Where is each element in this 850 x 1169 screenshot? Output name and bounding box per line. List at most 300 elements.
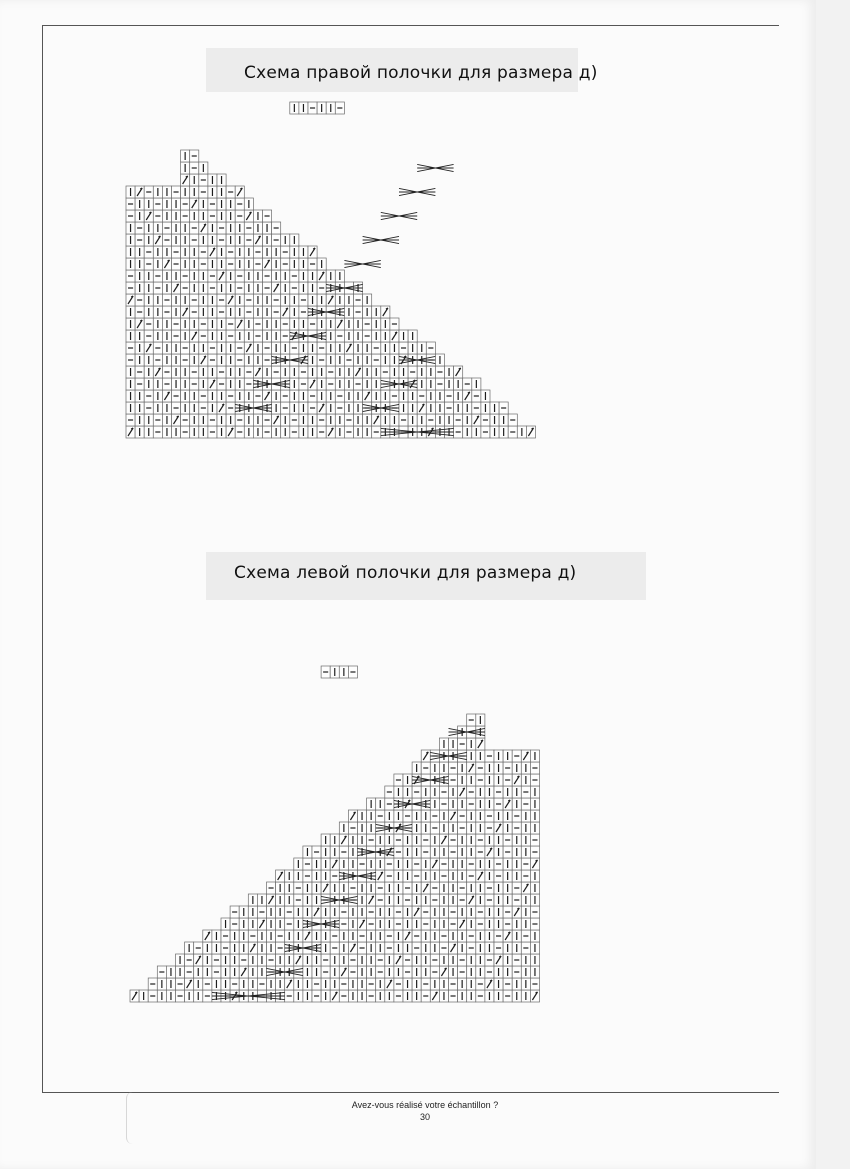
chart-cell — [294, 858, 303, 870]
chart-cell — [530, 930, 539, 942]
chart-cell — [430, 978, 439, 990]
chart-cell — [394, 906, 403, 918]
chart-cell — [476, 954, 485, 966]
chart-cell — [439, 978, 448, 990]
chart-cell — [257, 930, 266, 942]
chart-cell — [476, 990, 485, 1002]
chart-cell — [467, 990, 476, 1002]
chart-cell — [285, 990, 294, 1002]
chart-cell — [494, 870, 503, 882]
chart-cell — [221, 954, 230, 966]
chart-cell — [439, 894, 448, 906]
chart-cell — [412, 990, 421, 1002]
chart-cell — [521, 930, 530, 942]
chart-cell — [439, 786, 448, 798]
chart-cell — [321, 834, 330, 846]
chart-cell — [494, 774, 503, 786]
chart-cell — [421, 906, 430, 918]
chart-cell — [248, 894, 257, 906]
chart-cell — [485, 858, 494, 870]
chart-cell — [376, 930, 385, 942]
chart-cell — [467, 786, 476, 798]
chart-cell — [203, 990, 212, 1002]
chart-cell — [503, 870, 512, 882]
chart-cell — [248, 918, 257, 930]
chart-cell — [166, 990, 175, 1002]
chart-cell — [339, 834, 348, 846]
chart-cell — [485, 930, 494, 942]
chart-cell — [503, 774, 512, 786]
chart-cell — [494, 954, 503, 966]
chart-cell — [421, 966, 430, 978]
chart-cell — [458, 882, 467, 894]
chart-cell — [303, 870, 312, 882]
chart-cell — [267, 942, 276, 954]
chart-cell — [267, 978, 276, 990]
chart-cell — [348, 942, 357, 954]
chart-cell — [330, 930, 339, 942]
chart-cell — [430, 810, 439, 822]
chart-cell — [257, 894, 266, 906]
chart-cell — [248, 942, 257, 954]
chart-cell — [430, 990, 439, 1002]
chart-cell — [285, 918, 294, 930]
chart-cell — [239, 966, 248, 978]
chart-cell — [485, 870, 494, 882]
chart-cell — [312, 966, 321, 978]
chart-cell — [467, 846, 476, 858]
chart-cell — [458, 738, 467, 750]
chart-cell — [403, 894, 412, 906]
chart-cell — [394, 942, 403, 954]
chart-cell — [412, 822, 421, 834]
chart-cell — [303, 990, 312, 1002]
chart-cell — [485, 834, 494, 846]
chart-cell — [512, 942, 521, 954]
chart-cell — [494, 966, 503, 978]
chart-cell — [257, 918, 266, 930]
chart-cell — [403, 978, 412, 990]
chart-cell — [503, 858, 512, 870]
chart-cell — [185, 990, 194, 1002]
chart-cell — [467, 798, 476, 810]
chart-cell — [367, 822, 376, 834]
chart-cell — [467, 918, 476, 930]
chart-cell — [458, 810, 467, 822]
chart-cell — [394, 858, 403, 870]
chart-cell — [385, 930, 394, 942]
chart-cell — [221, 978, 230, 990]
chart-cell — [458, 918, 467, 930]
chart-cell — [412, 834, 421, 846]
chart-cell — [267, 906, 276, 918]
chart-cell — [385, 990, 394, 1002]
chart-cell — [439, 858, 448, 870]
chart-cell — [339, 990, 348, 1002]
chart-cell — [212, 978, 221, 990]
chart-cell — [530, 918, 539, 930]
chart-cell — [430, 834, 439, 846]
chart-cell — [467, 954, 476, 966]
chart-cell — [430, 798, 439, 810]
chart-cell — [412, 870, 421, 882]
chart-cell — [221, 942, 230, 954]
chart-cell — [248, 978, 257, 990]
chart-cell — [458, 954, 467, 966]
chart-cell — [312, 930, 321, 942]
chart-cell — [358, 918, 367, 930]
chart-cell — [485, 822, 494, 834]
chart-cell — [449, 810, 458, 822]
chart-cell — [467, 834, 476, 846]
chart-cell — [276, 918, 285, 930]
chart-cell — [530, 798, 539, 810]
chart-cell — [467, 738, 476, 750]
chart-cell — [303, 846, 312, 858]
chart-cell — [330, 978, 339, 990]
chart-cell — [403, 810, 412, 822]
chart-cell — [503, 906, 512, 918]
chart-cell — [458, 774, 467, 786]
chart-cell — [257, 942, 266, 954]
chart-cell — [339, 930, 348, 942]
chart-cell — [521, 990, 530, 1002]
chart-cell — [403, 942, 412, 954]
chart-cell — [439, 870, 448, 882]
chart-cell — [394, 894, 403, 906]
chart-cell — [166, 966, 175, 978]
chart-cell — [376, 858, 385, 870]
chart-cell — [494, 894, 503, 906]
chart-cell — [394, 810, 403, 822]
chart-cell — [512, 822, 521, 834]
chart-cell — [412, 918, 421, 930]
chart-cell — [239, 906, 248, 918]
chart-cell — [485, 978, 494, 990]
chart-cell — [521, 978, 530, 990]
chart-cell — [476, 942, 485, 954]
chart-cell — [376, 810, 385, 822]
page-number: 30 — [419, 1112, 430, 1122]
chart-cell — [403, 918, 412, 930]
chart-cell — [512, 990, 521, 1002]
chart-cell — [394, 786, 403, 798]
chart-cell — [521, 762, 530, 774]
chart-cell — [467, 714, 476, 726]
chart-cell — [458, 966, 467, 978]
chart-cell — [348, 966, 357, 978]
chart-cell — [512, 846, 521, 858]
chart-cell — [412, 882, 421, 894]
chart-cell — [421, 786, 430, 798]
chart-cell — [367, 798, 376, 810]
chart-cell — [439, 930, 448, 942]
chart-cell — [239, 954, 248, 966]
chart-cell — [494, 846, 503, 858]
chart-cell — [303, 882, 312, 894]
chart-cell — [467, 966, 476, 978]
chart-cell — [330, 942, 339, 954]
chart-cell — [449, 798, 458, 810]
chart-cell — [458, 978, 467, 990]
chart-cell — [285, 906, 294, 918]
chart-cell — [157, 978, 166, 990]
chart-cell — [439, 966, 448, 978]
chart-cell — [312, 906, 321, 918]
chart-cell — [294, 954, 303, 966]
chart-cell — [367, 834, 376, 846]
chart-cell — [521, 798, 530, 810]
chart-cell — [294, 870, 303, 882]
chart-cell — [321, 978, 330, 990]
chart-cell — [476, 762, 485, 774]
chart-cell — [403, 858, 412, 870]
chart-cell — [221, 930, 230, 942]
chart-cell — [394, 978, 403, 990]
chart-cell — [421, 882, 430, 894]
chart-cell — [449, 918, 458, 930]
chart-cell — [439, 846, 448, 858]
chart-cell — [385, 978, 394, 990]
chart-cell — [394, 870, 403, 882]
chart-cell — [358, 954, 367, 966]
chart-cell — [203, 966, 212, 978]
chart-cell — [376, 942, 385, 954]
chart-cell — [348, 810, 357, 822]
chart-cell — [166, 978, 175, 990]
chart-cell — [203, 978, 212, 990]
chart-cell — [530, 846, 539, 858]
chart-cell — [321, 906, 330, 918]
chart-cell — [403, 954, 412, 966]
chart-cell — [330, 846, 339, 858]
chart-cell — [449, 846, 458, 858]
chart-cell — [239, 942, 248, 954]
chart-cell — [185, 942, 194, 954]
chart-cell — [385, 870, 394, 882]
chart-cell — [412, 906, 421, 918]
chart-cell — [458, 894, 467, 906]
chart-cell — [412, 954, 421, 966]
chart-cell — [376, 894, 385, 906]
chart-cell — [221, 966, 230, 978]
chart-cell — [530, 834, 539, 846]
chart-cell — [321, 990, 330, 1002]
chart-cell — [530, 750, 539, 762]
chart-cell — [294, 918, 303, 930]
chart-cell — [358, 834, 367, 846]
chart-cell — [458, 906, 467, 918]
chart-cell — [412, 846, 421, 858]
chart-cell — [512, 762, 521, 774]
chart-cell — [521, 810, 530, 822]
chart-cell — [358, 858, 367, 870]
chart-cell — [267, 954, 276, 966]
chart-cell — [439, 834, 448, 846]
chart-cell — [512, 894, 521, 906]
chart-cell — [321, 858, 330, 870]
chart-cell — [303, 930, 312, 942]
chart-cell — [458, 834, 467, 846]
chart-cell — [339, 942, 348, 954]
chart-cell — [303, 966, 312, 978]
chart-cell — [512, 834, 521, 846]
chart-cell — [485, 774, 494, 786]
chart-cell — [412, 930, 421, 942]
chart-cell — [339, 822, 348, 834]
chart-cell — [458, 786, 467, 798]
chart-cell — [449, 966, 458, 978]
chart-cell — [358, 810, 367, 822]
chart-cell — [248, 930, 257, 942]
chart-cell — [503, 990, 512, 1002]
chart-cell — [257, 966, 266, 978]
chart-cell — [521, 774, 530, 786]
chart-cell — [494, 918, 503, 930]
chart-cell — [458, 858, 467, 870]
chart-cell — [276, 942, 285, 954]
chart-cell — [176, 966, 185, 978]
chart-cell — [476, 738, 485, 750]
chart-cell — [521, 858, 530, 870]
chart-cell — [348, 666, 357, 678]
chart-cell — [358, 894, 367, 906]
chart-cell — [421, 870, 430, 882]
chart-cell — [348, 906, 357, 918]
chart-cell — [330, 666, 339, 678]
chart-cell — [212, 930, 221, 942]
chart-cell — [494, 834, 503, 846]
chart-cell — [148, 978, 157, 990]
chart-cell — [194, 942, 203, 954]
chart-cell — [476, 714, 485, 726]
chart-cell — [139, 990, 148, 1002]
chart-cell — [458, 870, 467, 882]
chart-cell — [330, 954, 339, 966]
chart-cell — [194, 954, 203, 966]
chart-cell — [303, 894, 312, 906]
chart-cell — [330, 906, 339, 918]
chart-cell — [421, 990, 430, 1002]
chart-cell — [430, 966, 439, 978]
chart-cell — [157, 966, 166, 978]
chart-cell — [503, 822, 512, 834]
chart-cell — [285, 882, 294, 894]
chart-cell — [185, 978, 194, 990]
chart-cell — [485, 762, 494, 774]
chart-cell — [467, 870, 476, 882]
chart-cell — [330, 834, 339, 846]
chart-cell — [276, 882, 285, 894]
chart-cell — [339, 906, 348, 918]
chart-cell — [376, 906, 385, 918]
chart-cell — [503, 750, 512, 762]
chart-cell — [476, 906, 485, 918]
chart-cell — [294, 978, 303, 990]
chart-cell — [221, 918, 230, 930]
chart-cell — [348, 834, 357, 846]
chart-cell — [439, 906, 448, 918]
chart-cell — [330, 990, 339, 1002]
chart-cell — [494, 822, 503, 834]
chart-cell — [512, 978, 521, 990]
chart-cell — [330, 858, 339, 870]
chart-cell — [512, 882, 521, 894]
chart-cell — [376, 798, 385, 810]
chart-cell — [367, 918, 376, 930]
chart-cell — [267, 930, 276, 942]
chart-cell — [185, 954, 194, 966]
chart-cell — [276, 930, 285, 942]
chart-cell — [449, 870, 458, 882]
chart-cell — [312, 882, 321, 894]
chart-cell — [294, 990, 303, 1002]
chart-cell — [503, 846, 512, 858]
chart-cell — [439, 882, 448, 894]
chart-cell — [294, 906, 303, 918]
chart-cell — [257, 978, 266, 990]
chart-cell — [467, 930, 476, 942]
chart-cell — [503, 810, 512, 822]
chart-cell — [430, 870, 439, 882]
chart-cell — [176, 990, 185, 1002]
chart-cell — [385, 894, 394, 906]
chart-cell — [503, 786, 512, 798]
chart-cell — [339, 954, 348, 966]
chart-cell — [449, 786, 458, 798]
chart-cell — [485, 846, 494, 858]
chart-cell — [467, 906, 476, 918]
chart-cell — [403, 846, 412, 858]
chart-cell — [412, 966, 421, 978]
chart-cell — [449, 906, 458, 918]
chart-cell — [348, 858, 357, 870]
chart-cell — [494, 786, 503, 798]
chart-cell — [512, 786, 521, 798]
chart-cell — [294, 930, 303, 942]
chart-cell — [467, 978, 476, 990]
chart-cell — [485, 918, 494, 930]
chart-cell — [403, 870, 412, 882]
chart-cell — [485, 810, 494, 822]
chart-cell — [176, 978, 185, 990]
chart-cell — [367, 966, 376, 978]
chart-cell — [312, 894, 321, 906]
chart-cell — [485, 942, 494, 954]
chart-cell — [521, 918, 530, 930]
chart-cell — [203, 954, 212, 966]
chart-cell — [230, 966, 239, 978]
chart-cell — [458, 798, 467, 810]
chart-cell — [521, 846, 530, 858]
chart-cell — [512, 918, 521, 930]
chart-cell — [394, 954, 403, 966]
chart-cell — [339, 882, 348, 894]
chart-cell — [358, 990, 367, 1002]
chart-cell — [385, 906, 394, 918]
chart-cell — [430, 942, 439, 954]
chart-cell — [512, 810, 521, 822]
chart-cell — [530, 822, 539, 834]
chart-cell — [449, 774, 458, 786]
chart-cell — [530, 810, 539, 822]
chart-cell — [285, 930, 294, 942]
chart-cell — [421, 930, 430, 942]
chart-cell — [367, 882, 376, 894]
chart-cell — [494, 858, 503, 870]
chart-cell — [267, 894, 276, 906]
chart-cell — [376, 954, 385, 966]
